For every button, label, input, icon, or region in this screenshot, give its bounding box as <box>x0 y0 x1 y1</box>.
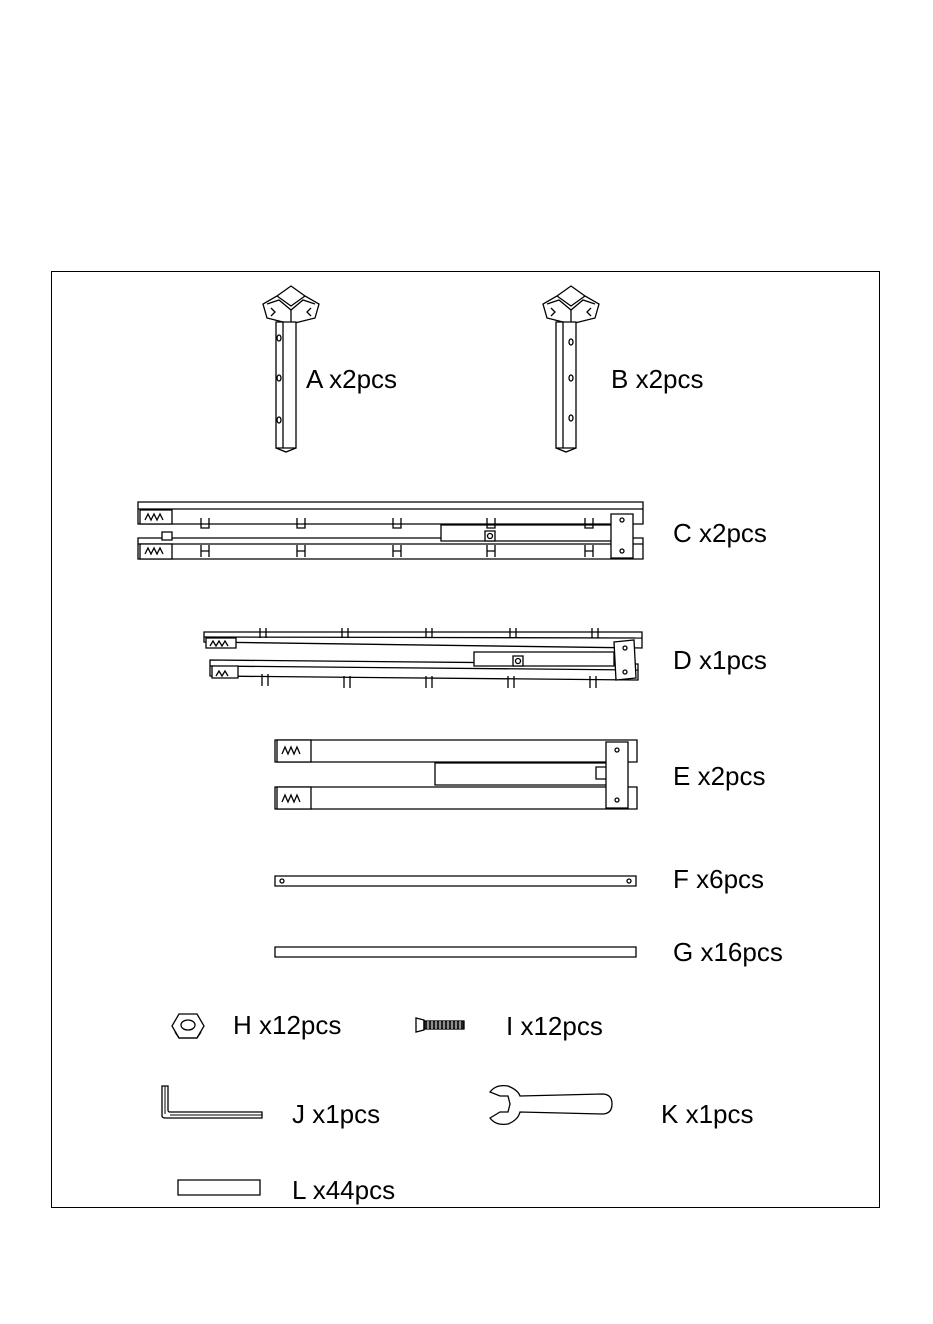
part-g-slat-drawing <box>274 945 638 959</box>
part-k-wrench-icon <box>486 1082 616 1128</box>
part-i-bolt-icon <box>414 1014 466 1036</box>
part-c-label: C x2pcs <box>673 518 767 548</box>
part-h-label: H x12pcs <box>233 1010 342 1040</box>
part-h-nut-icon <box>170 1010 206 1042</box>
part-l-label: L x44pcs <box>292 1175 396 1205</box>
part-b-post-drawing <box>535 282 607 454</box>
part-l-cap-icon <box>177 1178 263 1198</box>
part-g-label: G x16pcs <box>673 937 783 967</box>
part-i-label: I x12pcs <box>506 1011 603 1041</box>
part-a-label: A x2pcs <box>306 364 398 394</box>
part-e-label: E x2pcs <box>673 761 766 791</box>
part-d-rail-drawing <box>202 624 648 690</box>
part-k-label: K x1pcs <box>661 1099 754 1129</box>
part-j-allen-key-icon <box>158 1082 266 1122</box>
part-b-label: B x2pcs <box>611 364 704 394</box>
part-f-label: F x6pcs <box>673 864 765 894</box>
part-d-label: D x1pcs <box>673 645 767 675</box>
part-e-rail-drawing <box>274 738 642 812</box>
part-j-label: J x1pcs <box>292 1099 381 1129</box>
part-c-rail-drawing <box>137 500 647 562</box>
part-f-bar-drawing <box>274 874 638 888</box>
